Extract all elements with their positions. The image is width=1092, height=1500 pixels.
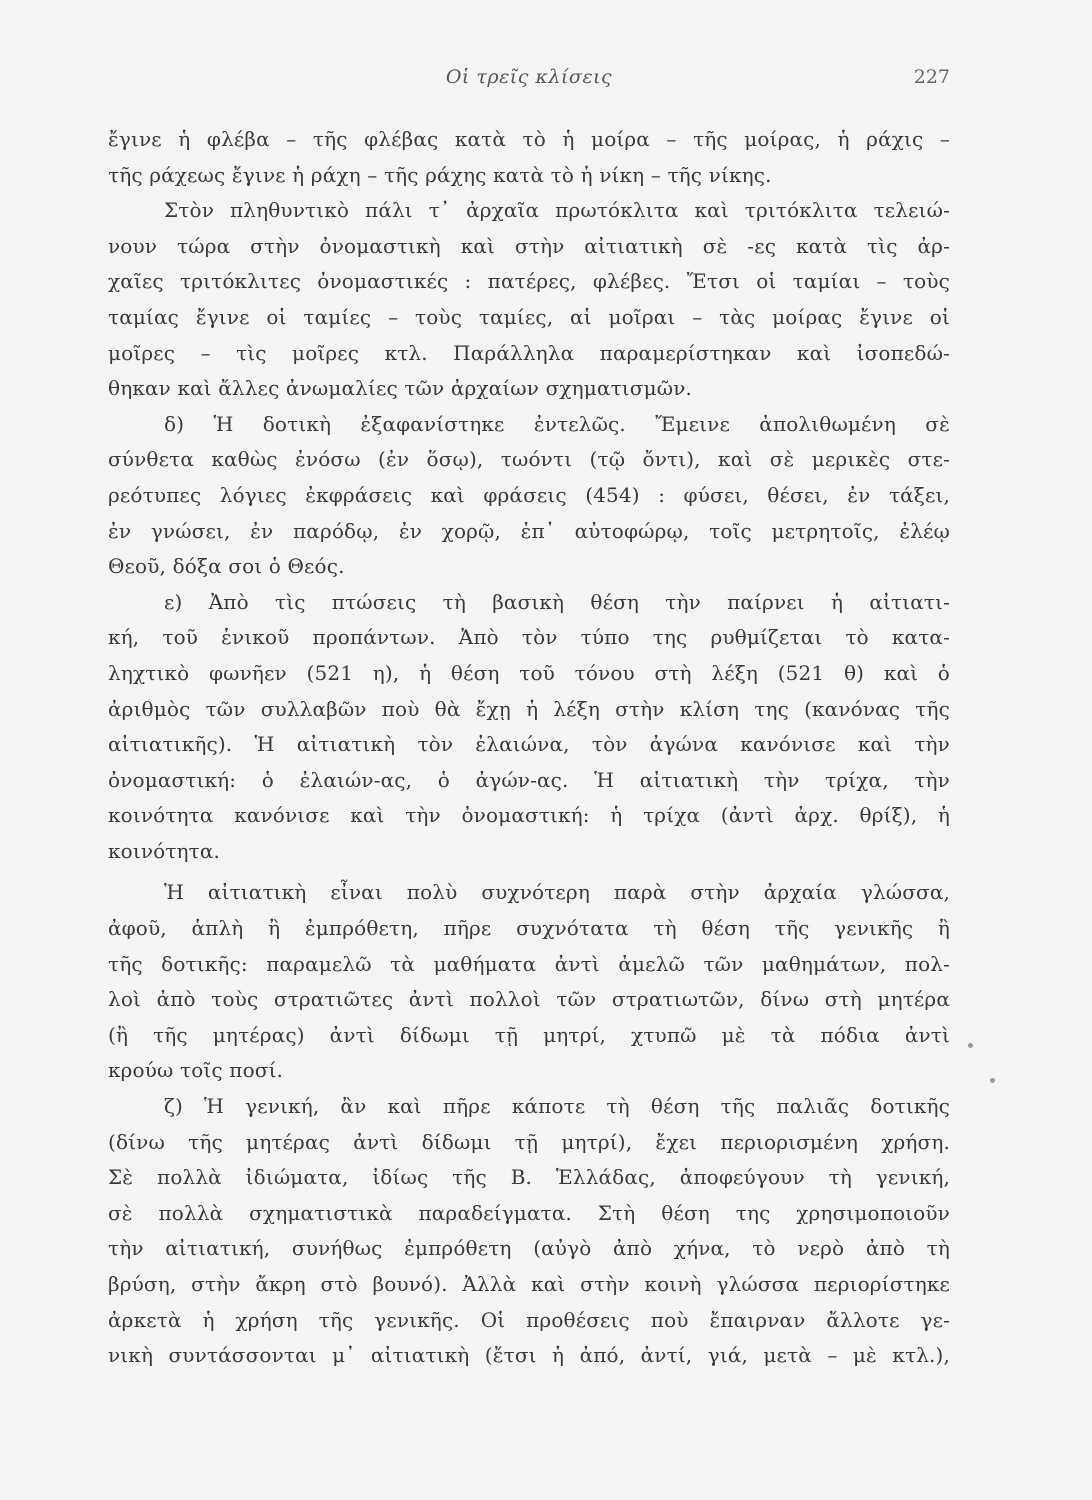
running-head [108, 66, 950, 96]
text-line: σὲ πολλὰ σχηματιστικὰ παραδείγματα. Στὴ θέση της χρησιμοποιοῦν [108, 1200, 950, 1225]
text-line: σύνθετα καθὼς ἐνόσω (ἐν ὅσῳ), τωόντι (τῷ ὄντι), καὶ σὲ μερικὲς στε- [108, 447, 950, 472]
text-line: θηκαν καὶ ἄλλες ἀνωμαλίες τῶν ἀρχαίων σχηματισμῶν. [108, 376, 693, 401]
body-text [108, 122, 950, 1374]
text-line: κή, τοῦ ἑνικοῦ προπάντων. Ἀπὸ τὸν τύπο της ρυθμίζεται τὸ κατα- [108, 625, 950, 650]
text-line: λοὶ ἀπὸ τοὺς στρατιῶτες ἀντὶ πολλοὶ τῶν στρατιωτῶν, δίνω στὴ μητέρα [108, 987, 950, 1012]
text-line: τὴν αἰτιατική, συνήθως ἐμπρόθετη (αὐγὸ ἀπὸ χήνα, τὸ νερὸ ἀπὸ τὴ [108, 1236, 950, 1261]
text-line: ε) Ἀπὸ τὶς πτώσεις τὴ βασικὴ θέση τὴν παίρνει ἡ αἰτιατι- [164, 589, 950, 614]
text-line: Στὸν πληθυντικὸ πάλι τ᾽ ἀρχαῖα πρωτόκλιτα καὶ τριτόκλιτα τελειώ- [164, 198, 950, 223]
text-line: ἐν γνώσει, ἐν παρόδῳ, ἐν χορῷ, ἐπ᾽ αὐτοφώρῳ, τοῖς μετρητοῖς, ἐλέῳ [108, 518, 950, 543]
text-line: κοινότητα. [108, 838, 221, 863]
text-line: (ἢ τῆς μητέρας) ἀντὶ δίδωμι τῇ μητρί, χτυπῶ μὲ τὰ πόδια ἀντὶ [108, 1022, 950, 1047]
text-line: μοῖρες – τὶς μοῖρες κτλ. Παράλληλα παραμερίστηκαν καὶ ἰσοπεδώ- [108, 340, 950, 365]
text-line: κρούω τοῖς ποσί. [108, 1058, 284, 1083]
text-line: νουν τώρα στὴν ὀνομαστικὴ καὶ στὴν αἰτιατικὴ σὲ -ες κατὰ τὶς ἀρ- [108, 233, 950, 258]
text-line: ἀριθμὸς τῶν συλλαβῶν ποὺ θὰ ἔχῃ ἡ λέξη στὴν κλίση της (κανόνας τῆς [108, 696, 950, 721]
text-line: χαῖες τριτόκλιτες ὀνομαστικές : πατέρες, φλέβες. Ἔτσι οἱ ταμίαι – τοὺς [108, 269, 950, 294]
text-line: τῆς ράχεως ἔγινε ἡ ράχη – τῆς ράχης κατὰ τὸ ἡ νίκη – τῆς νίκης. [108, 162, 772, 187]
chapter-title: Οἱ τρεῖς κλίσεις [445, 66, 613, 88]
text-line: ἀρκετὰ ἡ χρήση τῆς γενικῆς. Οἱ προθέσεις ποὺ ἔπαιρναν ἄλλοτε γε- [108, 1307, 950, 1332]
text-line: τῆς δοτικῆς: παραμελῶ τὰ μαθήματα ἀντὶ ἀμελῶ τῶν μαθημάτων, πολ- [108, 951, 950, 976]
text-line: (δίνω τῆς μητέρας ἀντὶ δίδωμι τῇ μητρί), ἔχει περιορισμένη χρήση. [108, 1129, 950, 1154]
text-line: δ) Ἡ δοτικὴ ἐξαφανίστηκε ἐντελῶς. Ἔμεινε ἀπολιθωμένη σὲ [164, 411, 950, 436]
text-line: βρύση, στὴν ἄκρη στὸ βουνό). Ἀλλὰ καὶ στὴν κοινὴ γλώσσα περιορίστηκε [108, 1272, 950, 1296]
text-line: νικὴ συντάσσονται μ᾽ αἰτιατικὴ (ἔτσι ἡ ἀπό, ἀντί, γιά, μετὰ – μὲ κτλ.), [108, 1343, 950, 1368]
text-line: αἰτιατικῆς). Ἡ αἰτιατικὴ τὸν ἐλαιώνα, τὸν ἀγώνα κανόνισε καὶ τὴν [108, 732, 950, 757]
text-line: ρεότυπες λόγιες ἐκφράσεις καὶ φράσεις (454) : φύσει, θέσει, ἐν τάξει, [108, 482, 950, 507]
text-line: ὀνομαστική: ὁ ἐλαιών-ας, ὁ ἀγών-ας. Ἡ αἰτιατικὴ τὴν τρίχα, τὴν [108, 767, 950, 792]
text-line: ζ) Ἡ γενική, ἂν καὶ πῆρε κάποτε τὴ θέση τῆς παλιᾶς δοτικῆς [164, 1094, 950, 1119]
text-line: ληχτικὸ φωνῆεν (521 η), ἡ θέση τοῦ τόνου στὴ λέξη (521 θ) καὶ ὁ [108, 660, 950, 685]
text-line: Σὲ πολλὰ ἰδιώματα, ἰδίως τῆς Β. Ἑλλάδας, ἀποφεύγουν τὴ γενική, [108, 1165, 950, 1190]
scan-speck [968, 1043, 973, 1048]
text-line: Θεοῦ, δόξα σοι ὁ Θεός. [108, 554, 345, 579]
page-number: 227 [913, 66, 950, 88]
text-line: Ἡ αἰτιατικὴ εἶναι πολὺ συχνότερη παρὰ στὴν ἀρχαία γλώσσα, [164, 880, 950, 905]
text-line: κοινότητα κανόνισε καὶ τὴν ὀνομαστική: ἡ τρίχα (ἀντὶ ἀρχ. θρίξ), ἡ [108, 803, 950, 828]
text-line: ταμίας ἔγινε οἱ ταμίες – τοὺς ταμίες, αἱ μοῖραι – τὰς μοίρας ἔγινε οἱ [108, 304, 950, 329]
scan-speck [990, 1078, 995, 1083]
text-line: ἔγινε ἡ φλέβα – τῆς φλέβας κατὰ τὸ ἡ μοίρα – τῆς μοίρας, ἡ ράχις – [108, 127, 950, 151]
text-line: ἀφοῦ, ἁπλὴ ἢ ἐμπρόθετη, πῆρε συχνότατα τὴ θέση τῆς γενικῆς ἢ [108, 916, 950, 941]
